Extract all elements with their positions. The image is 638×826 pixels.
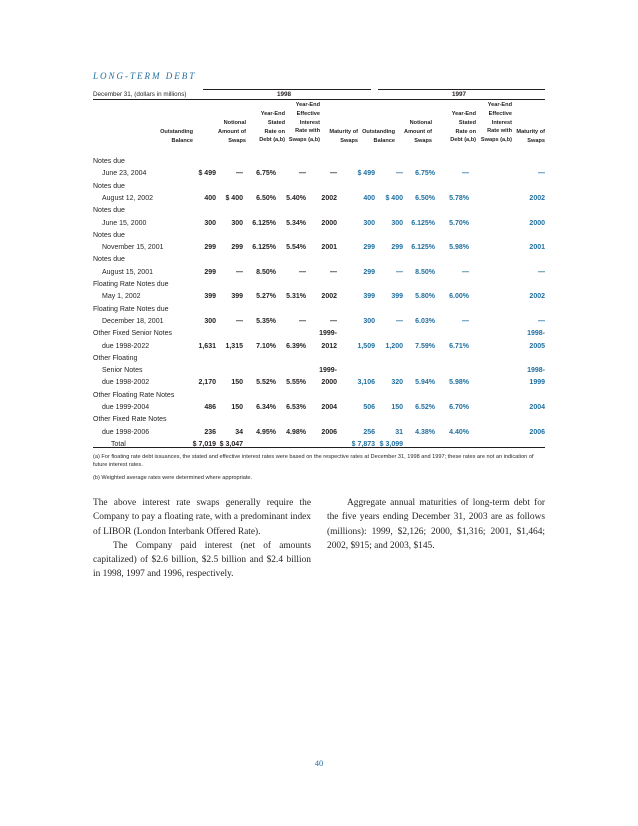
cell-c: 7.10%: [256, 342, 276, 350]
cell-j: —: [538, 268, 545, 276]
cell-h: 5.94%: [415, 379, 435, 387]
cell-i: 5.98%: [449, 244, 469, 252]
table-row: [93, 255, 545, 267]
cell-h: 6.125%: [411, 219, 435, 227]
section-title: LONG-TERM DEBT: [93, 71, 197, 81]
cell-d: —: [299, 317, 306, 325]
cell-f: 299: [363, 244, 375, 252]
cell-d: 4.98%: [286, 428, 306, 436]
row-label: December 18, 2001: [102, 317, 164, 325]
table-row: [93, 305, 545, 317]
cell-j: 2002: [529, 194, 545, 202]
row-label: Senior Notes: [102, 367, 143, 375]
cell-a: 299: [204, 268, 216, 276]
table-row: [93, 194, 545, 206]
cell-g: 31: [395, 428, 403, 436]
cell-g: $ 3,099: [379, 440, 403, 448]
table-row: [93, 219, 545, 231]
cell-b: 399: [231, 293, 243, 301]
cell-a: $ 7,019: [192, 440, 216, 448]
row-label: Total: [111, 440, 126, 448]
cell-e: 2000: [321, 219, 337, 227]
cell-i: —: [462, 170, 469, 178]
cell-g: 1,200: [385, 342, 403, 350]
cell-e: 2012: [321, 342, 337, 350]
table-row: [93, 169, 545, 181]
cell-f: 299: [363, 268, 375, 276]
year-1998-label: 1998: [277, 91, 292, 98]
cell-a: 300: [204, 219, 216, 227]
row-label: Notes due: [93, 207, 125, 215]
cell-g: 300: [391, 219, 403, 227]
cell-d: 6.53%: [286, 404, 306, 411]
cell-f: $ 499: [357, 170, 375, 178]
cell-g: 320: [391, 379, 403, 387]
cell-d: 5.54%: [286, 244, 306, 252]
cell-i: 5.70%: [449, 219, 469, 227]
cell-c: 5.27%: [256, 293, 276, 301]
cell-e: —: [330, 268, 337, 276]
header-maturity-1998: Maturity of Swaps: [329, 129, 358, 144]
footnote-a: (a) For floating rate debt issuances, the stated and effective interest rates were based on the respective rates at December 31, 1998 and 1997; these rates are not an indication of future interest rates.: [93, 454, 534, 469]
cell-a: 300: [204, 317, 216, 325]
table-row: [93, 378, 545, 390]
cell-c: 6.75%: [256, 170, 276, 178]
cell-e: 2000: [321, 379, 337, 387]
row-label: due 1998-2002: [102, 379, 150, 387]
row-label: due 1999-2004: [102, 404, 150, 411]
body-paragraph: The Company paid interest (net of amounts capitalized) of $2.6 billion, $2.5 billion and $2.4 billion in 1998, 1997 and 1996, respectively.: [93, 540, 311, 580]
table-row: [93, 342, 545, 354]
table-caption: December 31, (dollars in millions): [93, 91, 187, 98]
body-right-column: [327, 496, 545, 553]
cell-g: 299: [391, 244, 403, 252]
cell-g: $ 400: [385, 194, 403, 202]
header-notional-1998: Notional Amount of Swaps: [218, 120, 246, 144]
body-paragraph: The above interest rate swaps generally require the Company to pay a floating rate, with a predominant index of LIBOR (London Interbank Offered Rate).: [93, 498, 311, 537]
cell-j: 1999: [529, 379, 545, 387]
row-label: Floating Rate Notes due: [93, 305, 169, 313]
cell-e: 2004: [321, 404, 337, 411]
footnote-b: (b) Weighted average rates were determined where appropriate.: [93, 475, 253, 481]
cell-a: 2,170: [198, 379, 216, 387]
cell-b: $ 3,047: [219, 440, 243, 448]
row-label: June 15, 2000: [102, 219, 147, 227]
cell-j: 2002: [529, 293, 545, 301]
cell-c: 5.35%: [256, 317, 276, 325]
cell-a: 236: [204, 428, 216, 436]
row-label: Notes due: [93, 231, 125, 239]
cell-c: 8.50%: [256, 268, 276, 276]
cell-i: 5.98%: [449, 379, 469, 387]
row-label: August 15, 2001: [102, 268, 153, 276]
cell-a: 486: [204, 404, 216, 411]
cell-d: —: [299, 268, 306, 276]
cell-c: 5.52%: [256, 379, 276, 387]
cell-g: —: [396, 317, 403, 325]
cell-c: 6.125%: [252, 244, 276, 252]
cell-j: 2005: [529, 342, 545, 350]
cell-j: 1998-: [527, 330, 545, 338]
cell-i: 5.78%: [449, 194, 469, 202]
page-number: 40: [314, 758, 324, 768]
cell-e: 2001: [321, 244, 337, 252]
year-1998-rule: [203, 89, 371, 90]
cell-f: 3,106: [357, 379, 375, 387]
cell-e: 2002: [321, 293, 337, 301]
cell-b: 34: [235, 428, 243, 436]
cell-g: 150: [391, 404, 403, 411]
body-left-column: [93, 496, 311, 582]
cell-d: 6.39%: [286, 342, 306, 350]
cell-e: 1999-: [319, 367, 337, 375]
cell-h: 4.38%: [415, 428, 435, 436]
cell-b: 1,315: [225, 342, 243, 350]
header-outstanding-1997: Outstanding Balance: [362, 129, 395, 144]
row-label: Notes due: [93, 182, 125, 190]
cell-g: —: [396, 170, 403, 178]
table-row: [93, 354, 545, 366]
table-row: [93, 206, 545, 218]
cell-h: 6.03%: [415, 317, 435, 325]
cell-d: 5.34%: [286, 219, 306, 227]
cell-j: 2006: [529, 428, 545, 436]
cell-d: 5.31%: [286, 293, 306, 301]
header-maturity-1997: Maturity of Swaps: [516, 129, 545, 144]
cell-b: 299: [231, 244, 243, 252]
row-label: Other Fixed Senior Notes: [93, 330, 172, 338]
table-row: [93, 182, 545, 194]
cell-h: 7.59%: [415, 342, 435, 350]
cell-a: $ 499: [198, 170, 216, 178]
cell-g: 399: [391, 293, 403, 301]
cell-h: 6.125%: [411, 244, 435, 252]
body-paragraph: Aggregate annual maturities of long-term debt for the five years ending December 31, 2003 are as follows (millions): 1999, $2,126; 2000, $1,316; 2001, $1,464; 2002, $915; and 2003, $145.: [327, 498, 545, 551]
year-1997-rule: [378, 89, 545, 90]
table-row: [93, 391, 545, 403]
cell-b: 300: [231, 219, 243, 227]
cell-e: 2002: [321, 194, 337, 202]
header-effective-1997: Year-End Effective Interest Rate with Swaps (a,b): [480, 102, 512, 144]
cell-c: 6.125%: [252, 219, 276, 227]
cell-h: 6.52%: [415, 404, 435, 411]
cell-h: 5.80%: [415, 293, 435, 301]
cell-f: 399: [363, 293, 375, 301]
cell-j: 2004: [529, 404, 545, 411]
cell-e: —: [330, 170, 337, 178]
header-rule: [93, 99, 545, 100]
cell-e: 1999-: [319, 330, 337, 338]
cell-f: 1,509: [357, 342, 375, 350]
cell-c: 4.95%: [256, 428, 276, 436]
header-notional-1997: Notional Amount of Swaps: [404, 120, 432, 144]
cell-d: 5.55%: [286, 379, 306, 387]
row-label: Other Floating: [93, 354, 138, 362]
cell-b: —: [236, 268, 243, 276]
cell-h: 6.75%: [415, 170, 435, 178]
cell-b: $ 400: [225, 194, 243, 202]
cell-i: —: [462, 317, 469, 325]
table-row: [93, 292, 545, 304]
cell-f: 300: [363, 219, 375, 227]
cell-f: $ 7,873: [351, 440, 375, 448]
table-row: [93, 329, 545, 341]
cell-j: —: [538, 170, 545, 178]
cell-i: —: [462, 268, 469, 276]
cell-c: 6.34%: [256, 404, 276, 411]
cell-a: 399: [204, 293, 216, 301]
year-1997-label: 1997: [452, 91, 467, 98]
cell-b: 150: [231, 404, 243, 411]
row-label: Other Floating Rate Notes: [93, 391, 175, 399]
cell-i: 6.71%: [449, 342, 469, 350]
cell-a: 400: [204, 194, 216, 202]
cell-b: —: [236, 170, 243, 178]
header-stated-1998: Year-End Stated Rate on Debt (a,b): [259, 111, 285, 144]
row-label: November 15, 2001: [102, 244, 164, 252]
cell-i: 4.40%: [449, 428, 469, 436]
header-effective-1998: Year-End Effective Interest Rate with Swaps (a,b): [288, 102, 320, 144]
cell-d: —: [299, 170, 306, 178]
table-row: [93, 366, 545, 378]
cell-f: 256: [363, 428, 375, 436]
cell-f: 400: [363, 194, 375, 202]
row-label: June 23, 2004: [102, 170, 147, 178]
cell-h: 6.50%: [415, 194, 435, 202]
table-row: [93, 157, 545, 169]
cell-j: 1998-: [527, 367, 545, 375]
cell-a: 299: [204, 244, 216, 252]
row-label: due 1998-2022: [102, 342, 150, 350]
row-label: Notes due: [93, 256, 125, 264]
cell-j: —: [538, 317, 545, 325]
cell-g: —: [396, 268, 403, 276]
cell-a: 1,631: [198, 342, 216, 350]
header-outstanding-1998: Outstanding Balance: [160, 129, 193, 144]
row-label: August 12, 2002: [102, 194, 153, 202]
table-row: [93, 415, 545, 427]
cell-b: 150: [231, 379, 243, 387]
header-stated-1997: Year-End Stated Rate on Debt (a,b): [450, 111, 476, 144]
cell-i: 6.00%: [449, 293, 469, 301]
cell-j: 2000: [529, 219, 545, 227]
cell-f: 506: [363, 404, 375, 411]
table-row: [93, 231, 545, 243]
table-bottom-rule: [93, 447, 545, 448]
cell-h: 8.50%: [415, 268, 435, 276]
cell-b: —: [236, 317, 243, 325]
cell-j: 2001: [529, 244, 545, 252]
row-label: May 1, 2002: [102, 293, 141, 301]
cell-i: 6.70%: [449, 404, 469, 411]
row-label: Other Fixed Rate Notes: [93, 416, 167, 424]
row-label: Floating Rate Notes due: [93, 281, 169, 288]
cell-e: 2006: [321, 428, 337, 436]
table-row: [93, 280, 545, 292]
row-label: due 1998-2006: [102, 428, 150, 436]
table-row: [93, 243, 545, 255]
table-row: [93, 317, 545, 329]
row-label: Notes due: [93, 158, 125, 165]
table-row: [93, 268, 545, 280]
cell-c: 6.50%: [256, 194, 276, 202]
table-row: [93, 428, 545, 440]
cell-f: 300: [363, 317, 375, 325]
cell-e: —: [330, 317, 337, 325]
cell-d: 5.40%: [286, 194, 306, 202]
table-row: [93, 403, 545, 415]
